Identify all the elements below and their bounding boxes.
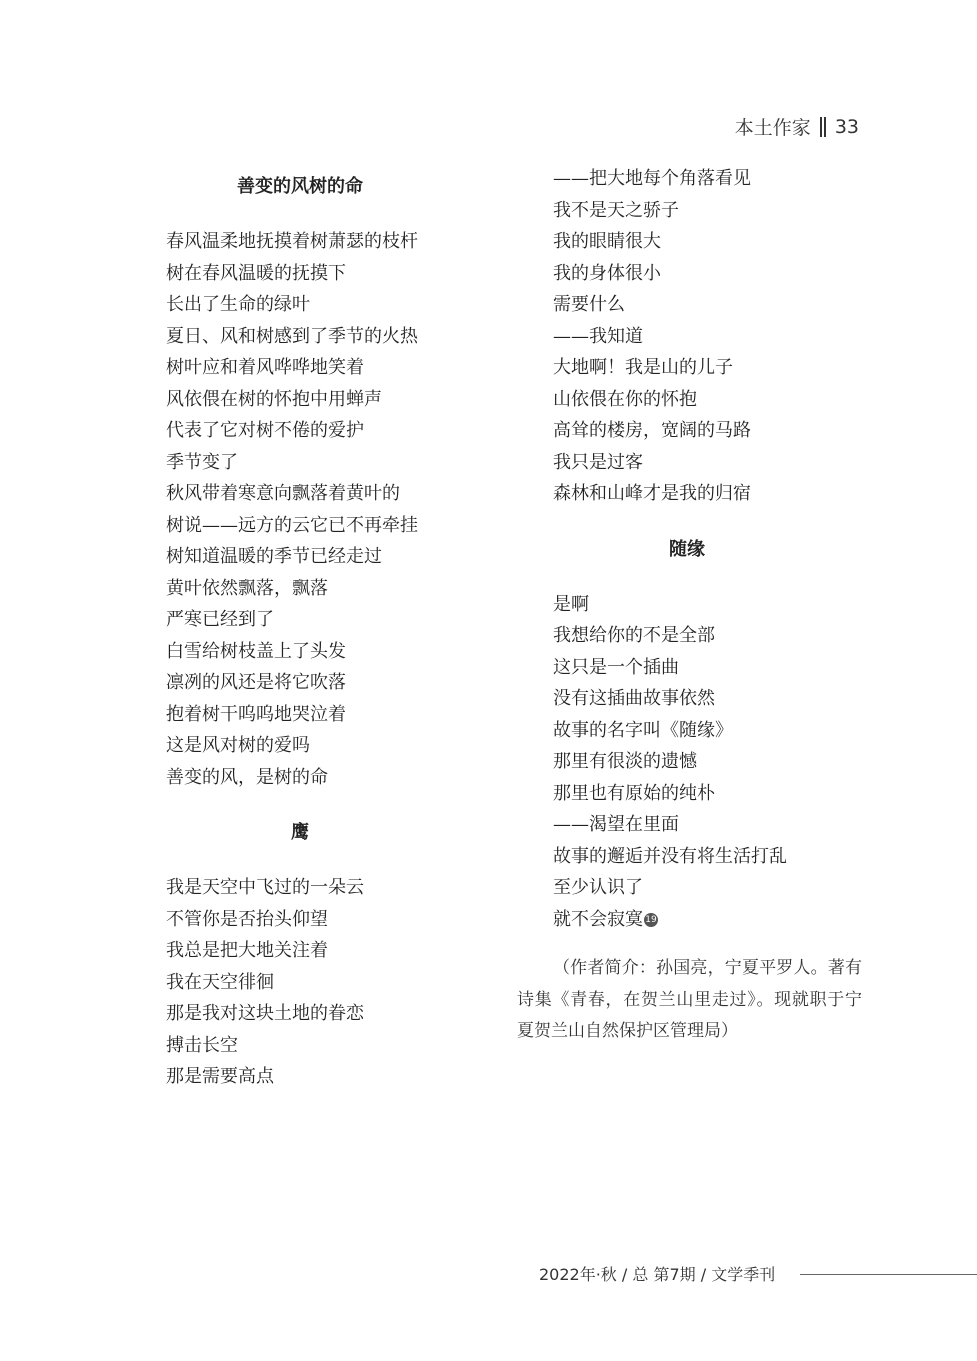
- poem-line: 春风温柔地抚摸着树萧瑟的枝杆: [166, 231, 418, 252]
- end-mark-icon: 19: [645, 914, 657, 925]
- poem-line: 夏日、风和树感到了季节的火热: [166, 325, 418, 347]
- running-header: [735, 113, 859, 140]
- poem-line: 故事的邂逅并没有将生活打乱: [553, 845, 787, 867]
- poem-line: 山依偎在你的怀抱: [553, 388, 697, 410]
- page-footer: 2022年·秋 / 总 第7期 / 文学季刊: [539, 1265, 776, 1284]
- poem-line: 高耸的楼房，宽阔的马路: [553, 420, 751, 441]
- poem-line: 代表了它对树不倦的爱护: [166, 420, 364, 441]
- poem-line: 没有这插曲故事依然: [553, 688, 715, 709]
- poem-line: 大地啊！我是山的儿子: [553, 357, 733, 378]
- poem-line: 至少认识了: [553, 877, 643, 898]
- poem-line: 我总是把大地关注着: [166, 940, 328, 961]
- poem-body-3: [553, 589, 863, 936]
- poem-line: 我不是天之骄子: [553, 199, 679, 221]
- poem-title: 善变的风树的命: [237, 176, 363, 197]
- poem-line: 我只是过客: [553, 451, 643, 473]
- poem-title: 随缘: [669, 538, 705, 560]
- poem-line: 不管你是否抬头仰望: [166, 908, 328, 930]
- poem-line: ——渴望在里面: [553, 814, 679, 835]
- poem-line: 需要什么: [553, 294, 625, 315]
- poem-line: 凛冽的风还是将它吹落: [166, 672, 346, 693]
- poem-line: 风依偎在树的怀抱中用蝉声: [166, 388, 382, 410]
- poem-line: 那里有很淡的遗憾: [553, 751, 697, 772]
- poem-line: 白雪给树枝盖上了头发: [166, 640, 346, 662]
- poem-line: 秋风带着寒意向飘落着黄叶的: [166, 483, 400, 504]
- poem-line: 善变的风，是树的命: [166, 766, 328, 788]
- poem-line: 这只是一个插曲: [553, 656, 679, 678]
- poem-title: 鹰: [291, 822, 309, 843]
- poem-line: 我在天空徘徊: [166, 971, 274, 993]
- poem-line: 树知道温暖的季节已经走过: [166, 546, 382, 567]
- poem-line: 我的眼睛很大: [553, 231, 661, 252]
- footer-rule: [800, 1274, 977, 1275]
- poem-line-text: 就不会寂寞: [553, 908, 643, 930]
- poem-line: 我是天空中飞过的一朵云: [166, 877, 364, 898]
- left-column: [166, 163, 466, 1093]
- poem-line: [553, 904, 863, 936]
- poem-line: 森林和山峰才是我的归宿: [553, 483, 751, 504]
- poem-line: 严寒已经到了: [166, 609, 274, 630]
- poem-line: 那是我对这块土地的眷恋: [166, 1003, 364, 1024]
- poem-line: 抱着树干呜呜地哭泣着: [166, 703, 346, 725]
- poem-line: ——把大地每个角落看见: [553, 168, 751, 189]
- poem-body-2-right: [553, 163, 863, 510]
- poem-line: ——我知道: [553, 325, 643, 347]
- poem-body-2-left: [166, 872, 466, 1093]
- poem-line: 我想给你的不是全部: [553, 625, 715, 646]
- poem-line: 树叶应和着风哗哗地笑着: [166, 357, 364, 378]
- poem-body-1: [166, 226, 466, 793]
- poem-line: 我的身体很小: [553, 262, 661, 284]
- poem-line: 树在春风温暖的抚摸下: [166, 262, 346, 284]
- poem-line: 那里也有原始的纯朴: [553, 782, 715, 804]
- poem-line: 长出了生命的绿叶: [166, 294, 310, 315]
- poem-line: 黄叶依然飘落，飘落: [166, 577, 328, 599]
- right-column: [553, 163, 863, 935]
- poem-line: 是啊: [553, 593, 589, 615]
- author-bio: （作者简介：孙国亮，宁夏平罗人。著有诗集《青春，在贺兰山里走过》。现就职于宁夏贺兰山自然保护区管理局）: [517, 958, 862, 1041]
- poem-line: 搏击长空: [166, 1034, 238, 1056]
- page-number: 33: [834, 115, 859, 138]
- poem-line: 树说——远方的云它已不再牵挂: [166, 514, 418, 536]
- poem-line: 故事的名字叫《随缘》: [553, 719, 733, 741]
- header-separator: [820, 117, 826, 137]
- poem-line: 那是需要高点: [166, 1066, 274, 1087]
- poem-line: 季节变了: [166, 451, 238, 473]
- poem-line: 这是风对树的爱吗: [166, 735, 310, 756]
- section-name: 本土作家: [734, 117, 811, 139]
